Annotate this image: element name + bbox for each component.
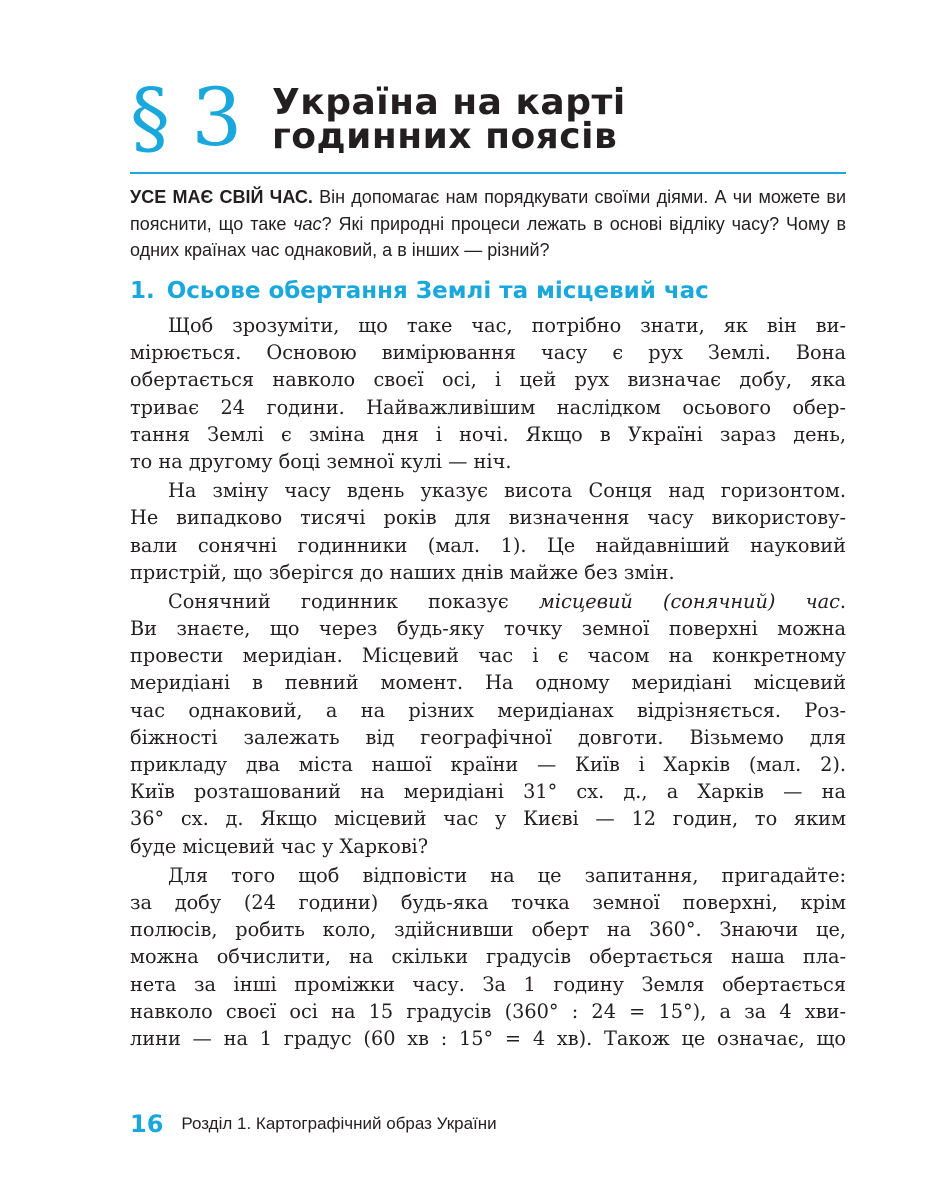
body-line: Ви знаєте, що через будь-яку точку земної поверхні можна xyxy=(130,617,846,641)
page-footer xyxy=(130,1110,846,1140)
body-line: Для того щоб відповісти на це запитання, пригадайте: xyxy=(168,863,846,887)
body-line: меридіані в певний момент. На одному меридіані місцевий xyxy=(130,671,846,695)
page-number: 16 xyxy=(130,1110,164,1138)
body-term-italic: місцевий (сонячний) час xyxy=(538,589,840,613)
body-line: На зміну часу вдень указує висота Сонця над горизонтом. xyxy=(168,479,846,503)
body-line: провести меридіан. Місцевий час і є часом на конкретному xyxy=(130,644,846,668)
body-line: 36° сх. д. Якщо місцевий час у Києві — 12 годин, то яким xyxy=(130,807,846,831)
chapter-header xyxy=(130,71,846,170)
section-title: Осьове обертання Землі та місцевий час xyxy=(166,278,709,304)
body-line: тання Землі є зміна дня і ночі. Якщо в Україні зараз день, xyxy=(130,422,846,446)
intro-text-2: ? Які природні процеси лежать в основі відліку часу? Чому в одних країнах час однаковий, а в інших — різний? xyxy=(130,213,847,260)
paragraph-number: § 3 xyxy=(130,71,241,164)
body-text-plain: . xyxy=(839,589,847,613)
body-line: то на другому боці земної кулі — ніч. xyxy=(130,449,512,473)
body-line: пристрій, що зберігся до наших днів майже без змін. xyxy=(130,560,675,584)
intro-italic-word: час xyxy=(293,213,322,234)
body-line: вали сонячні годинники (мал. 1). Це найдавніший науковий xyxy=(130,533,846,557)
body-line: можна обчислити, на скільки градусів обертається наша пла- xyxy=(130,945,846,969)
chapter-title: Розділ 1. Картографічний образ України xyxy=(181,1114,497,1133)
body-line: Київ розташований на меридіані 31° сх. д., а Харків — на xyxy=(130,780,846,804)
body-line: Щоб зрозуміти, що таке час, потрібно знати, як він ви- xyxy=(168,314,846,337)
body-line: мірюється. Основою вимірювання часу є рух Землі. Вона xyxy=(130,341,846,365)
section-number: 1. xyxy=(130,278,155,304)
intro-text-1: Він допомагає нам порядкувати своїми діями. А чи можете ви пояснити, що таке xyxy=(130,187,847,234)
body-text-plain: Сонячний годинник показує xyxy=(168,589,539,613)
body-line: обертається навколо своєї осі, і цей рух визначає добу, яка xyxy=(130,368,846,392)
body-text xyxy=(130,312,846,1052)
body-line: біжності залежать від географічної довготи. Візьмемо для xyxy=(130,725,846,749)
intro-lead: УСЕ МАЄ СВІЙ ЧАС. xyxy=(130,187,313,207)
body-line: лини — на 1 градус (60 хв : 15° = 4 хв). Також це означає, що xyxy=(130,1026,846,1050)
body-line-mixed xyxy=(130,588,846,615)
intro-paragraph xyxy=(130,184,846,264)
header-divider xyxy=(130,172,846,174)
body-line: полюсів, робить коло, здійснивши оберт на 360°. Знаючи це, xyxy=(130,918,846,942)
body-line: буде місцевий час у Харкові? xyxy=(130,834,429,858)
page-title-line-1: Україна на карті xyxy=(272,82,626,123)
page-title-line-2: годинних поясів xyxy=(272,116,618,157)
page-title xyxy=(272,82,626,157)
body-line: нета за інші проміжки часу. За 1 годину Земля обертається xyxy=(130,972,846,996)
body-line: навколо своєї осі на 15 градусів (360° : 24 = 15°), а за 4 хви- xyxy=(130,999,846,1023)
body-line: час однаковий, а на різних меридіанах відрізняється. Роз- xyxy=(130,698,846,722)
body-line: триває 24 години. Найважливішим наслідком осьового обер- xyxy=(130,395,846,419)
section-heading xyxy=(130,276,846,306)
body-line: за добу (24 години) будь-яка точка земної поверхні, крім xyxy=(130,890,846,914)
body-line: прикладу два міста нашої країни — Київ і Харків (мал. 2). xyxy=(130,753,846,776)
body-line: Не випадково тисячі років для визначення часу використову- xyxy=(130,506,846,530)
